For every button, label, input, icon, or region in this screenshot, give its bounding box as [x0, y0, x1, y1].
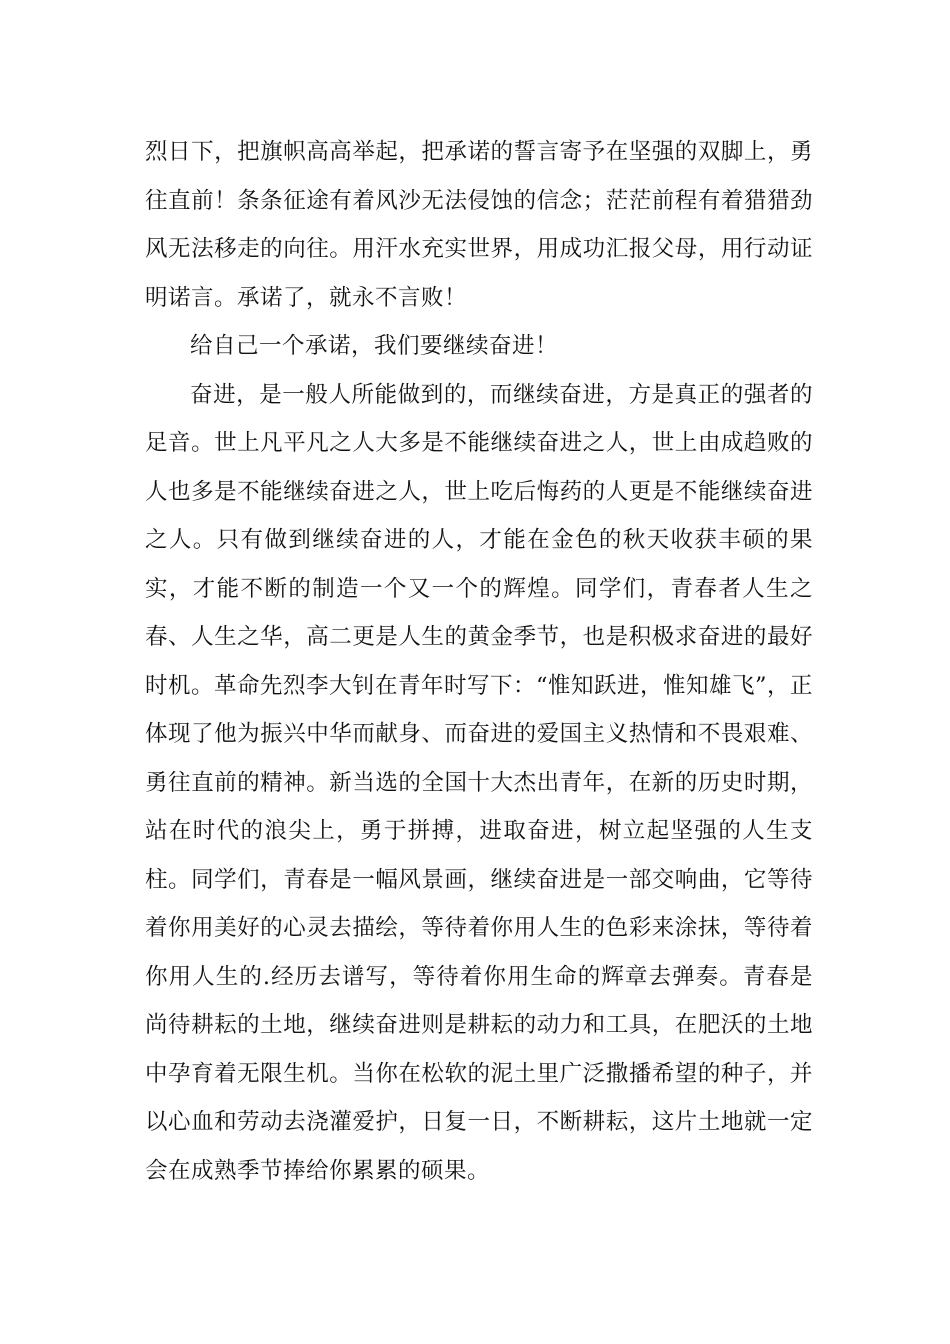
document-body — [145, 128, 813, 1195]
paragraph-3: 奋进，是一般人所能做到的，而继续奋进，方是真正的强者的足音。世上凡平凡之人大多是不能继续奋进之人，世上由成趋败的人也多是不能继续奋进之人，世上吃后悔药的人更是不能继续奋进之人。只有做到继续奋进的人，才能在金色的秋天收获丰硕的果实，才能不断的制造一个又一个的辉煌。同学们，青春者人生之春、人生之华，高二更是人生的黄金季节，也是积极求奋进的最好时机。革命先烈李大钊在青年时写下：“惟知跃进，惟知雄飞”，正体现了他为振兴中华而献身、而奋进的爱国主义热情和不畏艰难、勇往直前的精神。新当选的全国十大杰出青年，在新的历史时期，站在时代的浪尖上，勇于拼搏，进取奋进，树立起坚强的人生支柱。同学们，青春是一幅风景画，继续奋进是一部交响曲，它等待着你用美好的心灵去描绘，等待着你用人生的色彩来涂抹，等待着你用人生的.经历去谱写，等待着你用生命的辉章去弹奏。青春是尚待耕耘的土地，继续奋进则是耕耘的动力和工具，在肥沃的土地中孕育着无限生机。当你在松软的泥土里广泛撒播希望的种子，并以心血和劳动去浇灌爱护，日复一日，不断耕耘，这片土地就一定会在成熟季节捧给你累累的硕果。 — [145, 381, 814, 1184]
paragraph-2: 给自己一个承诺，我们要继续奋进！ — [190, 333, 559, 359]
paragraph-1: 烈日下，把旗帜高高举起，把承诺的誓言寄予在坚强的双脚上，勇往直前！条条征途有着风沙无法侵蚀的信念；茫茫前程有着猎猎劲风无法移走的向往。用汗水充实世界，用成功汇报父母，用行动证明诺言。承诺了，就永不言败！ — [145, 139, 813, 311]
